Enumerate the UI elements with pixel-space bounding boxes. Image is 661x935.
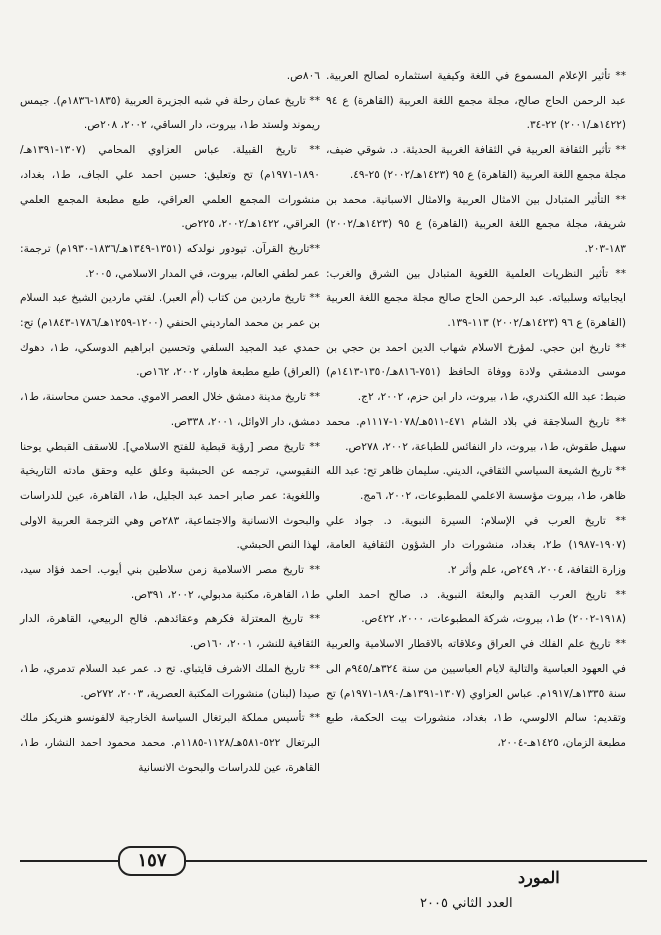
bibliography-entry: ** تاريخ ابن حجي. لمؤرخ الاسلام شهاب الدين احمد بن حجي بن موسى الدمشقي ولادة ووفاة الحافظ (٧٥١-٨١٦هـ/١٣٥٠-١٤١٣م) ضبط: عبد الله الكندري، ط١، بيروت، دار ابن حزم، ٢٠٠٢، ٢ج. — [326, 341, 626, 404]
bibliography-entry: ** تأثير الإعلام المسموع في اللغة وكيفية استثماره لصالح العربية. عبد الرحمن الحاج صالح، مجلة مجمع اللغة العربية (القاهرة) ع ٩٤ (١٤٢٢هـ/٢٠٠١) ٢٢-٣٤. — [326, 70, 626, 132]
bibliography-entry: ** تاريخ العرب في الإسلام: السيرة النبوية. د. جواد علي (١٩٠٧-١٩٨٧) ط٢، بغداد، منشورات دار الشؤون الثقافية العامة، وزارة الثقافة، ٢٠٠٤، ٢٤٩ص، علم وأثر ٢. — [326, 514, 626, 577]
issue-label: العدد الثاني ٢٠٠٥ — [420, 896, 513, 911]
bibliography-entry: ** تاريخ القبيلة. عباس العزاوي المحامي (١٣٠٧-١٣٩١هـ/١٨٩٠-١٩٧١م) تح وتعليق: حسين احمد علي الجاف، ط١، بغداد، منشورات المجمع العلمي العراقي، طبع مطبعة المجمع العلمي العراقي، ١٤٢٢هـ/٢٠٠٢، ٢٢٥ص. — [20, 144, 320, 231]
bibliography-entry: ** تأثير النظريات العلمية اللغوية المتبادل بين الشرق والغرب: ايجابياته وسلبياته. عبد الرحمن الحاج صالح مجلة مجمع اللغة العربية (القاهرة) ع ٩٦ (١٤٢٣هـ/٢٠٠٢) ١١٣-١٣٩. — [326, 267, 626, 330]
bibliography-entry-continuation: ٨٠٦ص. — [286, 70, 320, 82]
bibliography-entry: ** تاريخ عمان رحلة في شبه الجزيرة العربية (١٨٣٥-١٨٣٦م). جيمس ريموند ولستد ط١، بيروت، دار الساقي، ٢٠٠٢، ٢٠٨ص. — [20, 94, 320, 132]
bibliography-entry: ** تاريخ علم الفلك في العراق وعلاقاته بالاقطار الاسلامية والعربية في العهود العباسية والتالية لايام العباسيين من سنة ٣٢٤هـ/٩٤٥م الى سنة ١٣٣٥هـ/١٩١٧م. عباس العزاوي (١٣٠٧-١٣٩١هـ/١٨٩٠-١٩٧١م) تح وتقديم: سالم الالوسي، ط١، بغداد، منشورات بيت الحكمة، طبع مطبعة الزمان، ١٤٢٥هـ-٢٠٠٤، — [326, 638, 626, 749]
bibliography-entry: ** تاريخ مدينة دمشق خلال العصر الاموي. محمد حسن محاسنة، ط١، دمشق، دار الاوائل، ٢٠٠١، ٣٣٨ص. — [20, 391, 320, 428]
bibliography-entry: ** تاريخ السلاجقة في بلاد الشام ٤٧١-٥١١هـ/١٠٧٨-١١١٧م. محمد سهيل طقوش، ط١، بيروت، دار النفائس للطباعة، ٢٠٠٢، ٢٧٨ص. — [326, 415, 626, 453]
page-number: ١٥٧ — [118, 846, 186, 876]
bibliography-entry: ** تاريخ مصر الاسلامية زمن سلاطين بني أيوب. احمد فؤاد سيد، ط١، القاهرة، مكتبة مدبولي، ٢٠٠٢، ٣٩١ص. — [20, 564, 320, 601]
bibliography-entry: ** التأثير المتبادل بين الامثال العربية والامثال الاسبانية. محمد بن شريفة، مجلة مجمع اللغة العربية (القاهرة) ع ٩٥ (١٤٢٣هـ/٢٠٠٢) ١٨٣-٢٠٣. — [326, 193, 626, 255]
bibliography-entry: ** تاريخ العرب القديم والبعثة النبوية. د. صالح احمد العلي (١٩١٨-٢٠٠٢) ط١، بيروت، شركة المطبوعات، ٢٠٠٠، ٤٢٢ص. — [326, 588, 626, 626]
bibliography-entry: ** تأثير الثقافة العربية في الثقافة الغربية الحديثة. د. شوقي ضيف، مجلة مجمع اللغة العربية (القاهرة) ع ٩٥ (١٤٢٣هـ/٢٠٠٢) ٢٥-٤٩. — [326, 144, 626, 181]
bibliography-entry: **تاريخ القرآن. تيودور نولدكه (١٣٥١-١٣٤٩هـ/١٨٣٦-١٩٣٠م) ترجمة: عمر لطفي العالم، بيروت، في المدار الاسلامي، ٢٠٠٥. — [20, 242, 320, 280]
bibliography-entry: ** تأسيس مملكة البرتغال السياسة الخارجية لالفونسو هنريكز ملك البرتغال ٥٢٢-٥٨١هـ/١١٢٨-١١٨٥م. محمد محمود احمد النشار، ط١، القاهرة، عين للدراسات والبحوث الانسانية — [20, 712, 320, 774]
journal-logo: المورد — [518, 868, 560, 887]
left-column — [20, 64, 320, 780]
right-column — [326, 64, 626, 756]
bibliography-entry: ** تاريخ المعتزلة فكرهم وعقائدهم. فالح الربيعي، القاهرة، الدار الثقافية للنشر، ٢٠٠١، ١٦٠ص. — [20, 613, 320, 651]
bibliography-entry: ** تاريخ الشيعة السياسي الثقافي، الديني. سليمان ظاهر تح: عبد الله ظاهر، ط١، بيروت مؤسسة الاعلمي للمطبوعات، ٢٠٠٢، ٦مج. — [326, 465, 626, 502]
bibliography-entry: ** تاريخ ماردين من كتاب (أم العبر). لفتي ماردين الشيخ عبد السلام بن عمر بن محمد المارديني الحنفي (١٢٠٠-١٢٥٩هـ/١٧٨٦-١٨٤٣م) تح: حمدي عبد المجيد السلفي وتحسين ابراهيم الدوسكي، ط١، دهوك (العراق) طبع مطبعة هاوار، ٢٠٠٢، ١٦٢ص. — [20, 292, 320, 379]
bibliography-entry: ** تاريخ الملك الاشرف قايتباي. تح د. عمر عبد السلام تدمري، ط١، صيدا (لبنان) منشورات المكتبة العصرية، ٢٠٠٣، ٢٧٢ص. — [20, 662, 320, 700]
bibliography-entry: ** تاريخ مصر [رؤية قبطية للفتح الاسلامي]. للاسقف القبطي يوحنا النقيوسي، ترجمه عن الحبشية وعلق عليه وحقق مادته التاريخية واللغوية: عمر صابر احمد عبد الجليل، ط١، القاهرة، عين للدراسات والبحوث الانسانية والاجتماعية، ٢٨٣ص وهي الترجمة العربية الاولى لهذا النص الحبشي. — [20, 440, 320, 552]
footer-rule — [20, 860, 647, 862]
